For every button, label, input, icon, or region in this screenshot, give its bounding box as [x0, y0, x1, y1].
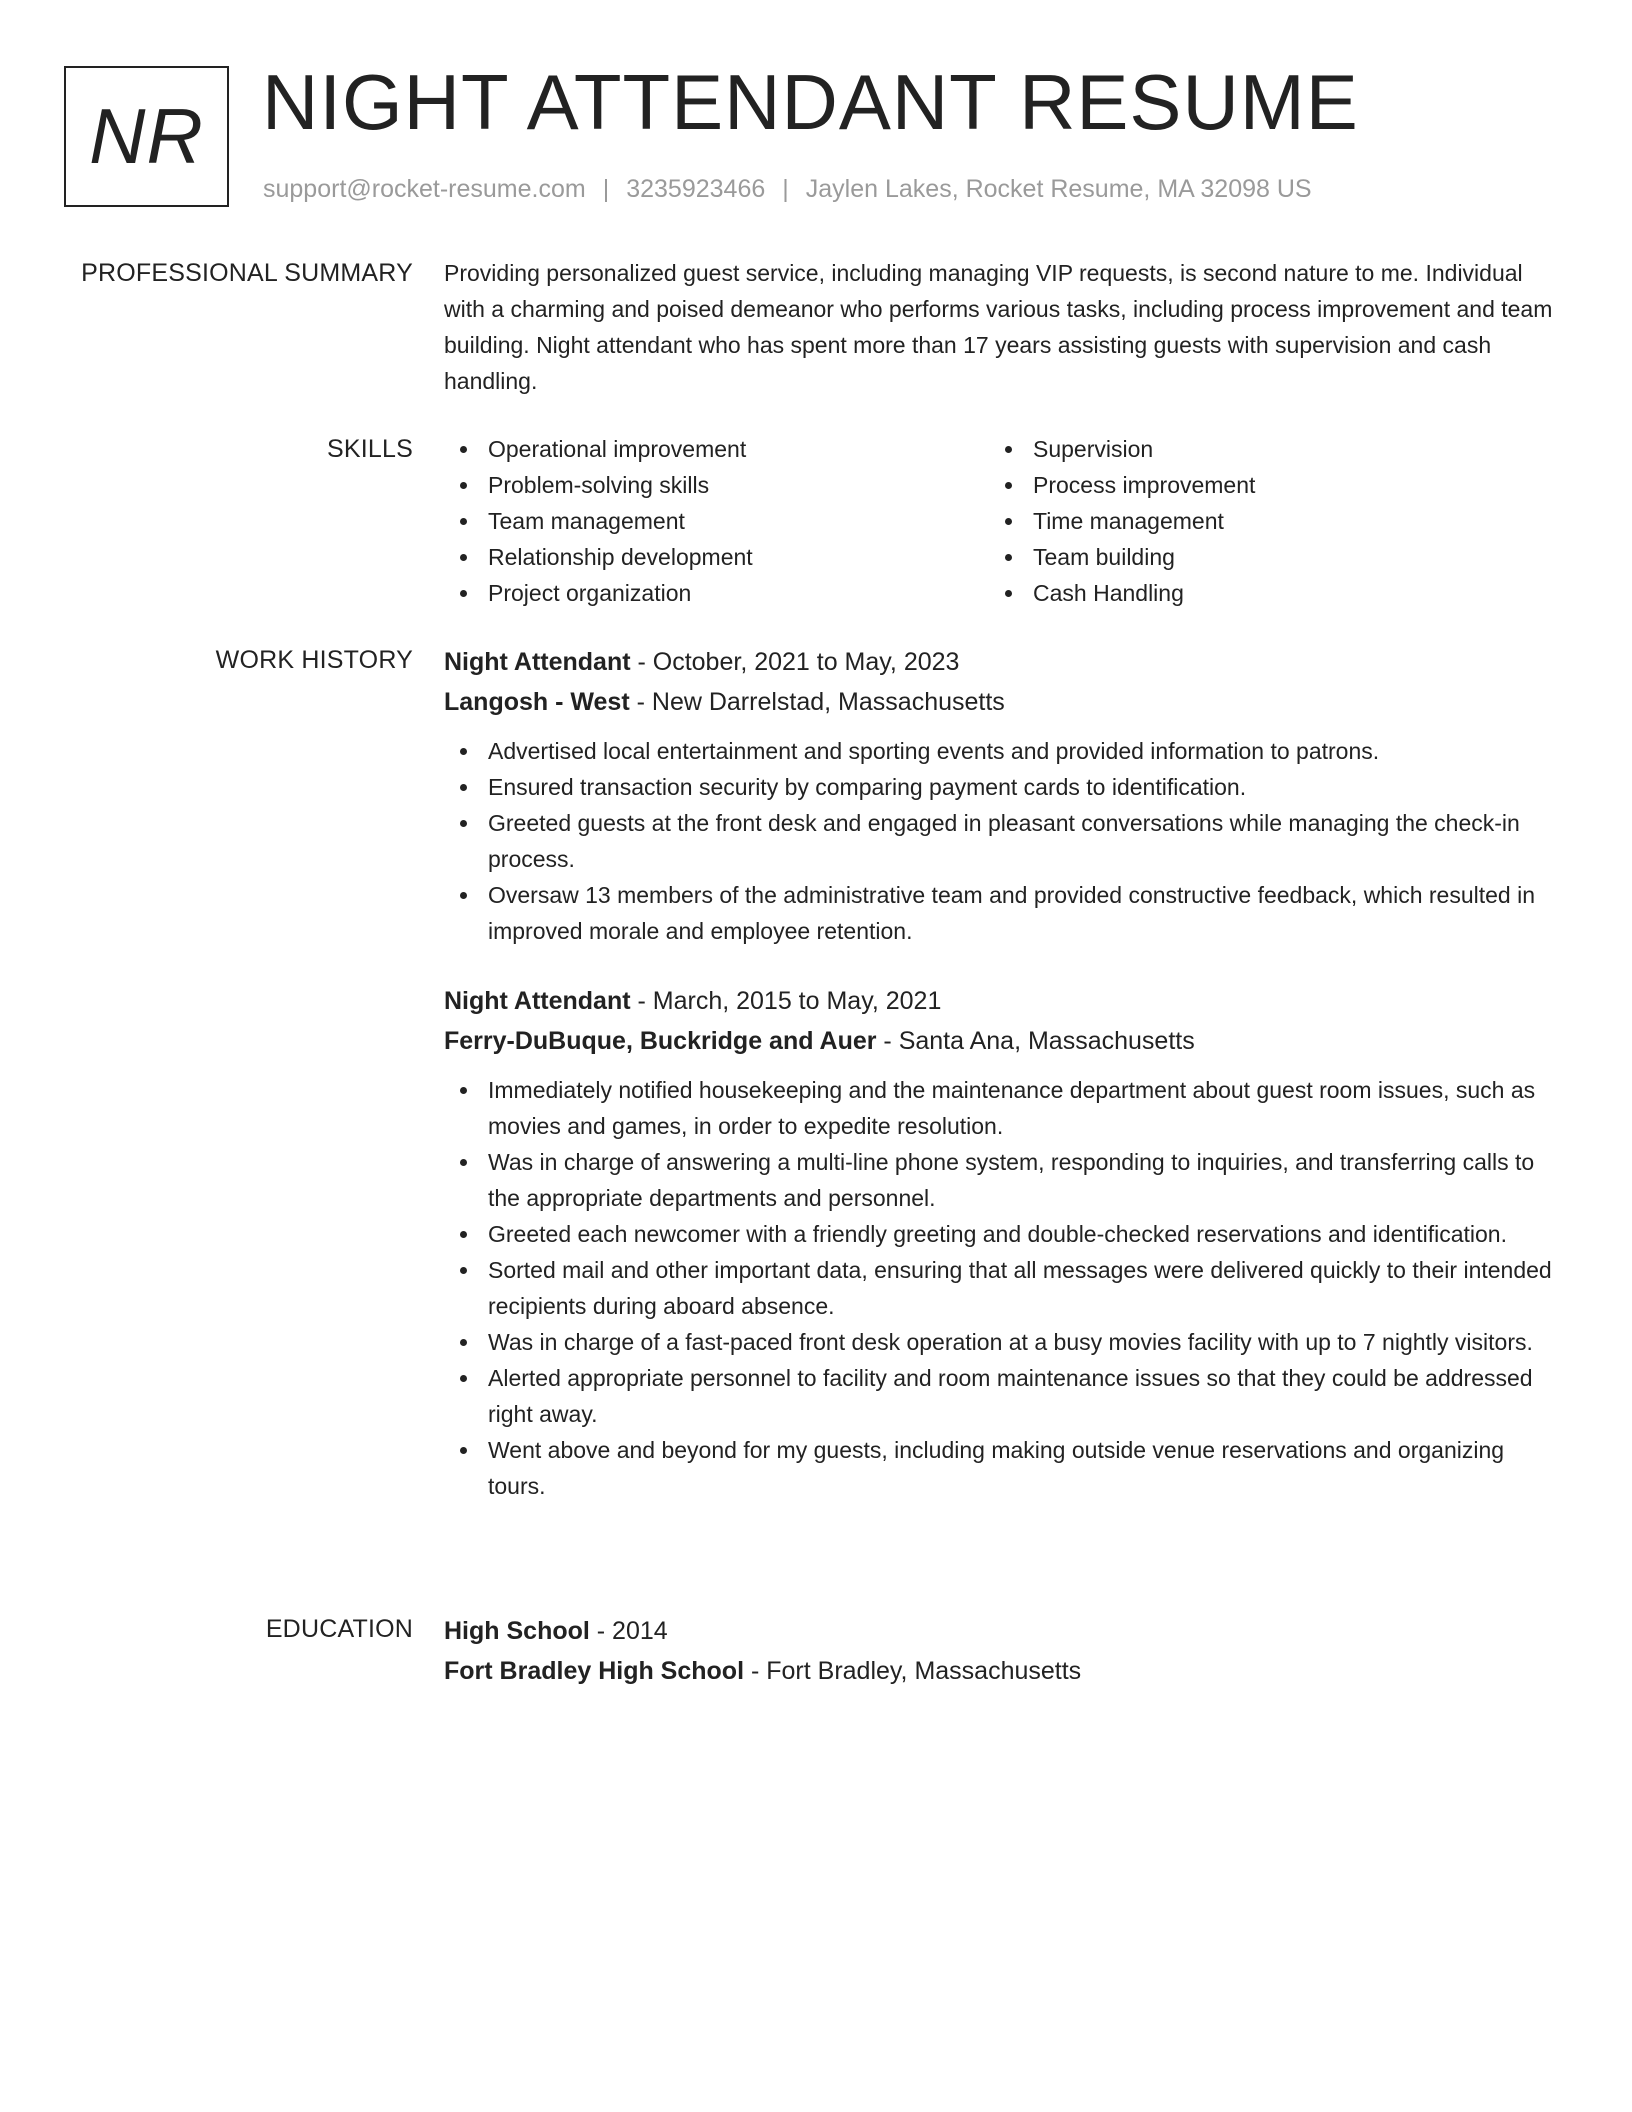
skill-item: Project organization	[444, 575, 989, 611]
skills-grid	[444, 431, 1554, 611]
job-bullet: Immediately notified housekeeping and the maintenance department about guest room issues, such as movies and games, in order to expedite resolution.	[444, 1072, 1554, 1144]
job-location: - Santa Ana, Massachusetts	[876, 1027, 1195, 1055]
contact-separator: |	[782, 175, 789, 203]
skill-item: Team management	[444, 503, 989, 539]
education-year: - 2014	[589, 1617, 668, 1645]
job-bullets	[444, 733, 1554, 949]
job-entry	[444, 642, 1554, 949]
education-body	[444, 1611, 1554, 1691]
summary-body	[444, 255, 1554, 399]
monogram-logo: NR	[64, 66, 229, 207]
summary-label: PROFESSIONAL SUMMARY	[81, 259, 413, 287]
skill-item: Team building	[989, 539, 1534, 575]
skill-item: Supervision	[989, 431, 1534, 467]
contact-email[interactable]: support@rocket-resume.com	[263, 175, 586, 203]
skill-item: Operational improvement	[444, 431, 989, 467]
job-bullet: Advertised local entertainment and sporting events and provided information to patrons.	[444, 733, 1554, 769]
education-degree: High School	[444, 1617, 590, 1645]
job-bullet: Greeted guests at the front desk and engaged in pleasant conversations while managing the check-in process.	[444, 805, 1554, 877]
job-title: Night Attendant	[444, 648, 631, 676]
work-label: WORK HISTORY	[215, 646, 413, 674]
job-bullet: Went above and beyond for my guests, including making outside venue reservations and organizing tours.	[444, 1432, 1554, 1504]
job-dates: - March, 2015 to May, 2021	[630, 987, 942, 1015]
contact-line	[263, 174, 1312, 204]
contact-address: Jaylen Lakes, Rocket Resume, MA 32098 US	[805, 175, 1312, 203]
resume-title: NIGHT ATTENDANT RESUME	[262, 58, 1359, 146]
job-bullet: Oversaw 13 members of the administrative team and provided constructive feedback, which resulted in improved morale and employee retention.	[444, 877, 1554, 949]
job-company-line	[444, 1021, 1554, 1061]
job-company-line	[444, 682, 1554, 722]
job-bullet: Was in charge of answering a multi-line phone system, responding to inquiries, and transferring calls to the appropriate departments and personnel.	[444, 1144, 1554, 1216]
job-title-line	[444, 981, 1554, 1021]
job-title-line	[444, 642, 1554, 682]
job-location: - New Darrelstad, Massachusetts	[629, 688, 1005, 716]
skill-item: Relationship development	[444, 539, 989, 575]
education-school-line	[444, 1651, 1554, 1691]
job-bullet: Ensured transaction security by comparing payment cards to identification.	[444, 769, 1554, 805]
job-company: Langosh - West	[444, 688, 630, 716]
education-location: - Fort Bradley, Massachusetts	[744, 1657, 1082, 1685]
summary-text: Providing personalized guest service, including managing VIP requests, is second nature to me. Individual with a charming and poised demeanor who performs various tasks, including process improvement and team building. Night attendant who has spent more than 17 years assisting guests with supervision and cash handling.	[444, 260, 1553, 394]
education-degree-line	[444, 1611, 1554, 1651]
skills-label: SKILLS	[327, 435, 413, 463]
education-school: Fort Bradley High School	[444, 1657, 745, 1685]
skill-item: Time management	[989, 503, 1534, 539]
work-body	[444, 642, 1554, 1504]
skill-item: Cash Handling	[989, 575, 1534, 611]
skill-item: Process improvement	[989, 467, 1534, 503]
job-entry	[444, 981, 1554, 1504]
contact-separator: |	[602, 175, 610, 203]
education-label: EDUCATION	[265, 1615, 413, 1643]
job-bullet: Alerted appropriate personnel to facility and room maintenance issues so that they could be addressed right away.	[444, 1360, 1554, 1432]
skills-list-right	[989, 431, 1534, 611]
job-company: Ferry-DuBuque, Buckridge and Auer	[444, 1027, 877, 1055]
job-title: Night Attendant	[444, 987, 631, 1015]
job-bullets	[444, 1072, 1554, 1504]
contact-phone[interactable]: 3235923466	[626, 175, 766, 203]
job-dates: - October, 2021 to May, 2023	[630, 648, 960, 676]
job-bullet: Sorted mail and other important data, ensuring that all messages were delivered quickly to their intended recipients during aboard absence.	[444, 1252, 1554, 1324]
job-bullet: Was in charge of a fast-paced front desk operation at a busy movies facility with up to 7 nightly visitors.	[444, 1324, 1554, 1360]
skills-list-left	[444, 431, 989, 611]
skill-item: Problem-solving skills	[444, 467, 989, 503]
job-bullet: Greeted each newcomer with a friendly greeting and double-checked reservations and identification.	[444, 1216, 1554, 1252]
